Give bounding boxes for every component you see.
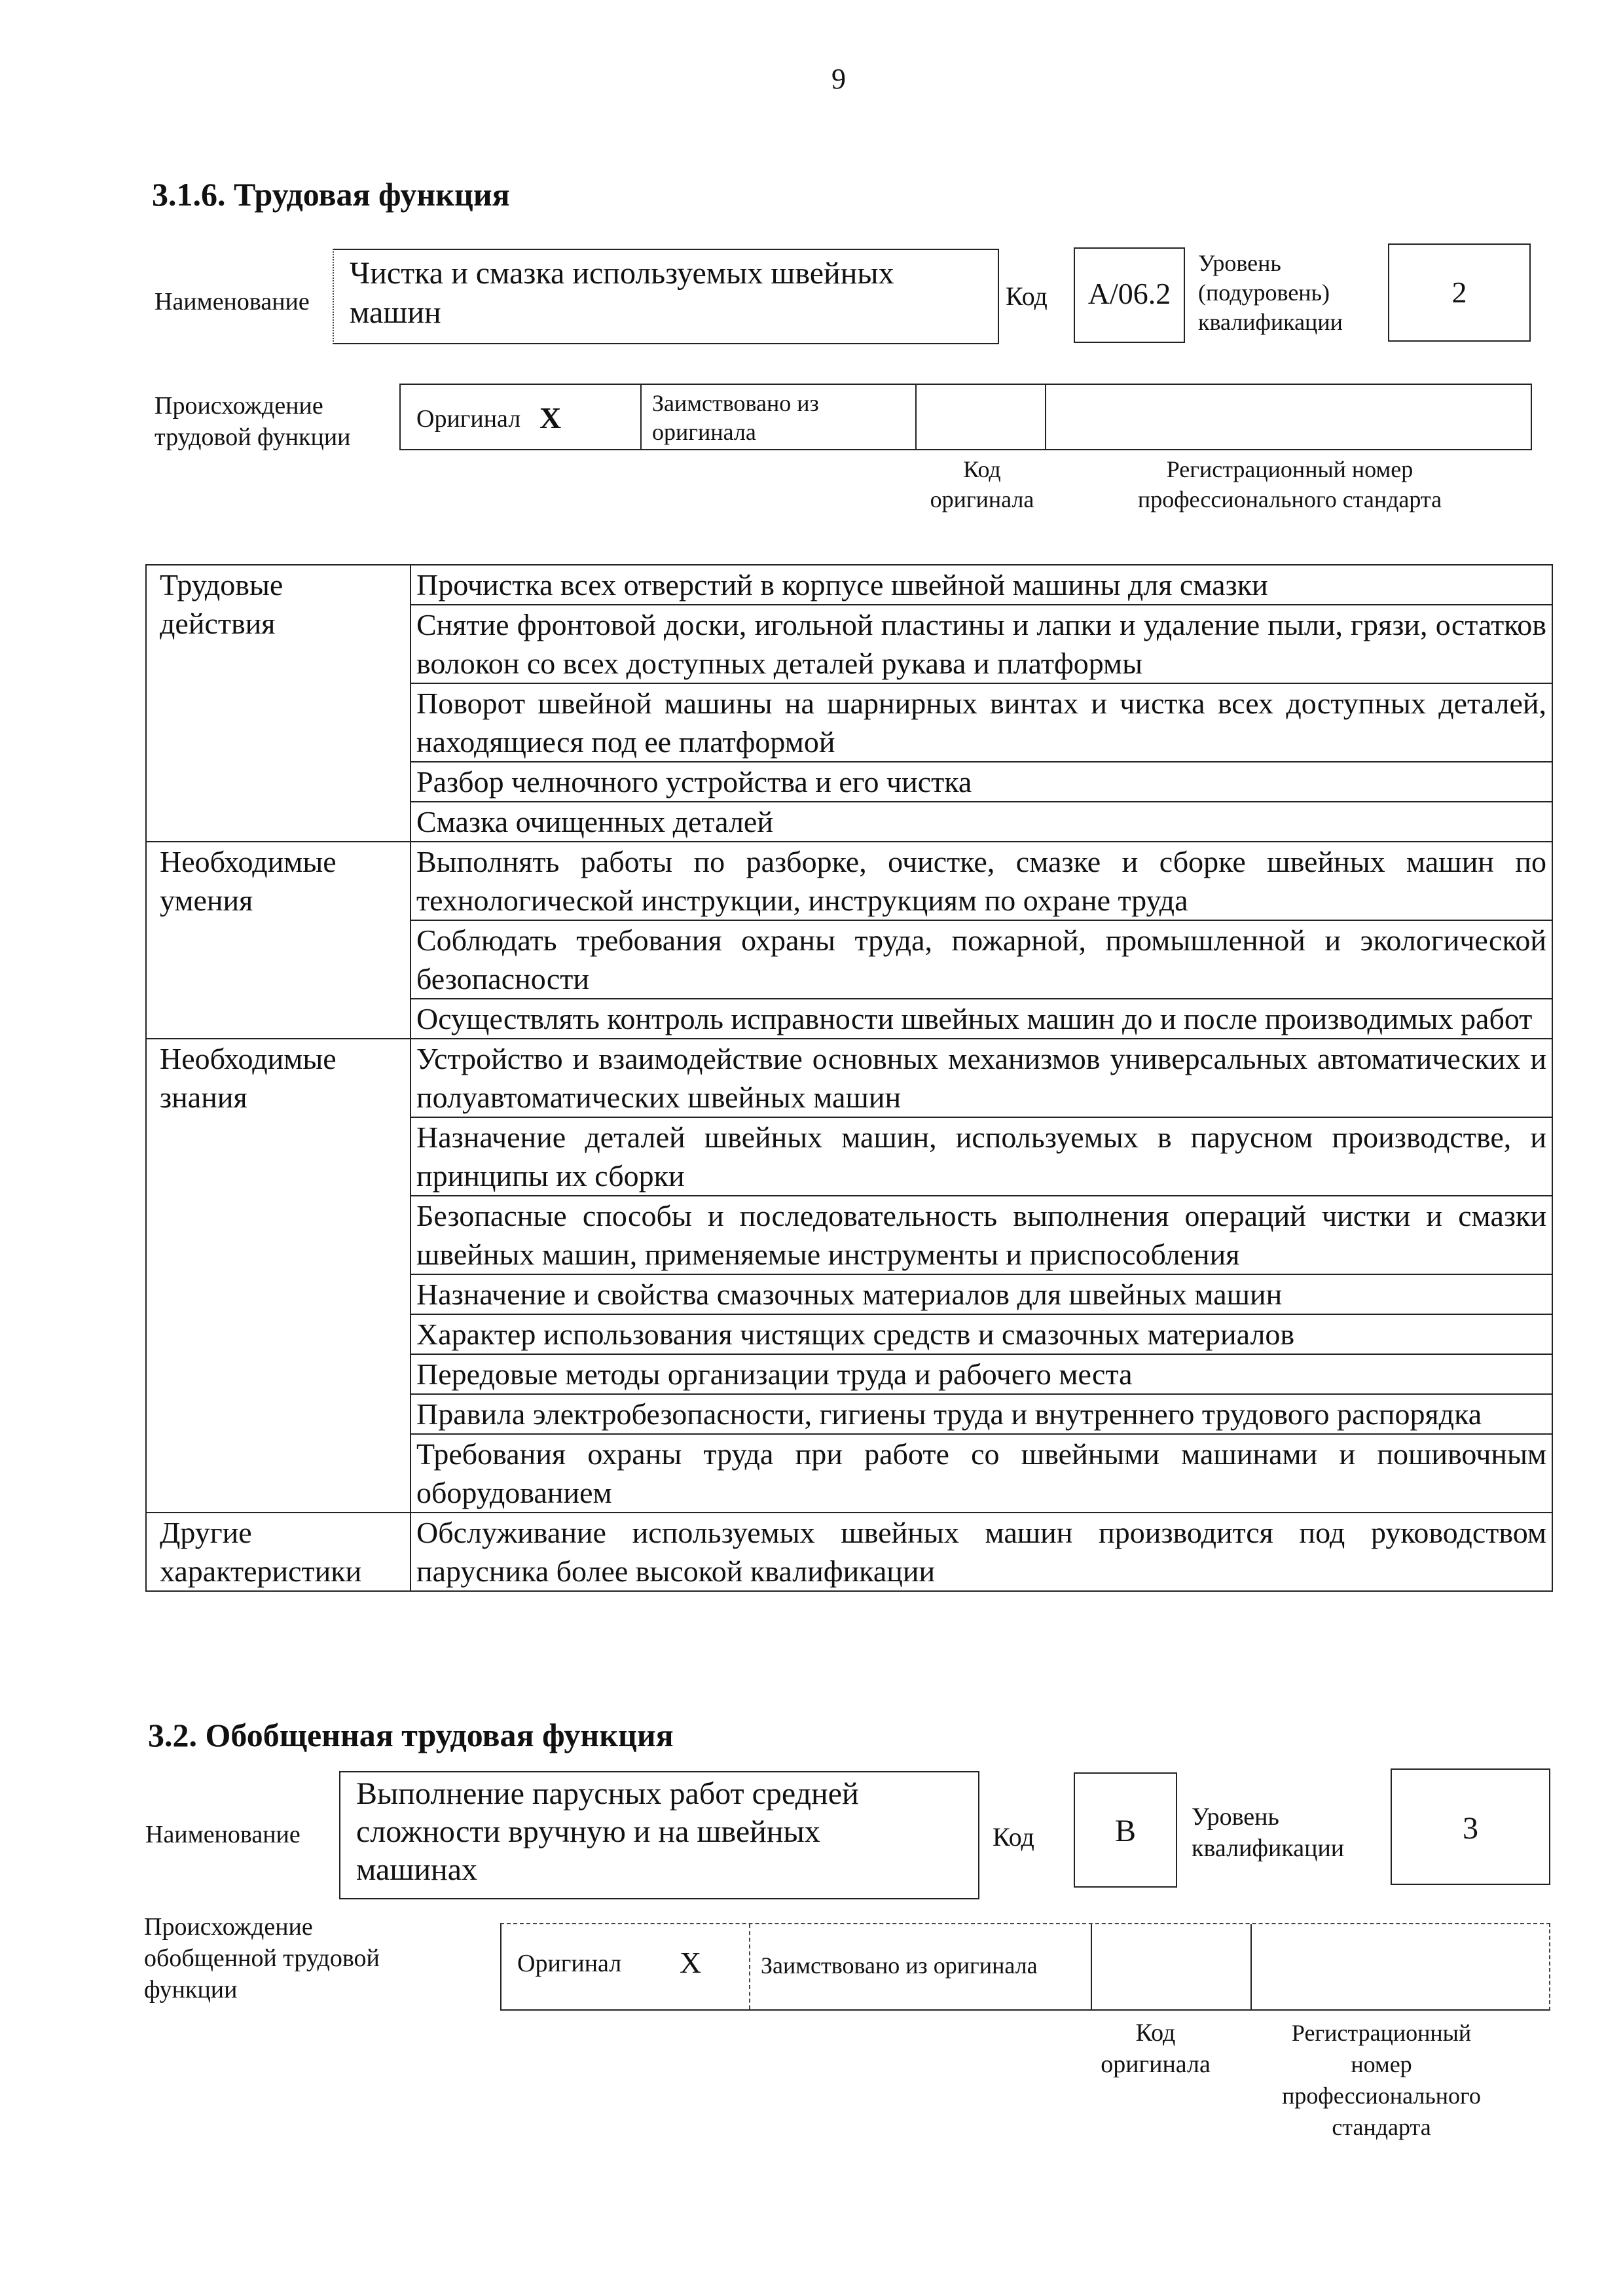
borrowed-label: Заимствовано из оригинала bbox=[761, 1952, 1038, 1979]
item-cell: Назначение и свойства смазочных материалов для швейных машин bbox=[410, 1274, 1552, 1314]
item-cell: Передовые методы организации труда и рабочего места bbox=[410, 1354, 1552, 1394]
caption-line: оригинала bbox=[1101, 2051, 1211, 2078]
reg-number-caption bbox=[1250, 2017, 1512, 2143]
reg-number-caption bbox=[1106, 454, 1473, 514]
origin-label bbox=[155, 390, 351, 453]
category-line: Необходимые bbox=[160, 845, 337, 878]
function-name-line: Выполнение парусных работ средней bbox=[356, 1776, 859, 1811]
item-cell: Соблюдать требования охраны труда, пожарной, промышленной и экологической безопасности bbox=[410, 920, 1552, 999]
origin-label-line: трудовой функции bbox=[155, 423, 351, 451]
caption-line: стандарта bbox=[1332, 2114, 1431, 2140]
code-original-caption bbox=[1080, 2017, 1231, 2080]
caption-line: Код bbox=[963, 456, 1001, 482]
caption-line: профессионального стандарта bbox=[1137, 486, 1442, 512]
level-box bbox=[1391, 1768, 1550, 1885]
item-cell: Поворот швейной машины на шарнирных винтах и чистка всех доступных деталей, находящиеся под ее платформой bbox=[410, 683, 1552, 762]
item-cell: Требования охраны труда при работе со швейными машинами и пошивочным оборудованием bbox=[410, 1434, 1552, 1513]
divider bbox=[749, 1924, 750, 2009]
table-row bbox=[146, 1039, 1552, 1117]
name-label: Наименование bbox=[155, 288, 310, 315]
item-cell: Разбор челночного устройства и его чистка bbox=[410, 762, 1552, 802]
caption-line: Регистрационный bbox=[1291, 2020, 1472, 2046]
item-cell: Прочистка всех отверстий в корпусе швейной машины для смазки bbox=[410, 565, 1552, 605]
category-line: умения bbox=[160, 884, 253, 917]
table-row bbox=[146, 565, 1552, 605]
divider bbox=[1250, 1924, 1252, 2011]
category-line: знания bbox=[160, 1081, 247, 1114]
item-cell: Устройство и взаимодействие основных механизмов универсальных автоматических и полуавтоматических швейных машин bbox=[410, 1039, 1552, 1117]
origin-label-line: Происхождение bbox=[144, 1913, 313, 1941]
function-name-line: Чистка и смазка используемых швейных bbox=[350, 256, 894, 291]
function-name-line: сложности вручную и на швейных bbox=[356, 1814, 820, 1849]
name-label: Наименование bbox=[145, 1821, 301, 1848]
caption-line: Код bbox=[1135, 2019, 1176, 2047]
origin-table bbox=[500, 1923, 1550, 2011]
category-cell bbox=[146, 1513, 410, 1591]
divider bbox=[1091, 1924, 1092, 2011]
divider bbox=[1045, 385, 1046, 450]
level-label bbox=[1192, 1801, 1344, 1864]
origin-label-line: обобщенной трудовой bbox=[144, 1945, 380, 1972]
original-label: Оригинал bbox=[416, 405, 521, 433]
category-cell bbox=[146, 842, 410, 1039]
labor-function-table bbox=[145, 564, 1553, 1592]
caption-line: профессионального bbox=[1282, 2083, 1481, 2109]
function-name-line: машин bbox=[350, 295, 441, 330]
caption-line: номер bbox=[1351, 2051, 1412, 2077]
item-cell: Обслуживание используемых швейных машин производится под руководством парусника более высокой квалификации bbox=[410, 1513, 1552, 1591]
category-line: Другие bbox=[160, 1516, 252, 1549]
borrowed-label-line: оригинала bbox=[652, 419, 756, 445]
item-cell: Снятие фронтовой доски, игольной пластины и лапки и удаление пыли, грязи, остатков волокон со всех доступных деталей рукава и платформы bbox=[410, 605, 1552, 683]
code-box bbox=[1074, 1772, 1177, 1888]
table-row bbox=[146, 842, 1552, 920]
item-cell: Характер использования чистящих средств и смазочных материалов bbox=[410, 1314, 1552, 1354]
function-name-box bbox=[339, 1771, 979, 1899]
code-value: В bbox=[1114, 1814, 1136, 1848]
level-label-line: Уровень bbox=[1198, 250, 1281, 276]
origin-label-line: функции bbox=[144, 1976, 238, 2003]
code-label: Код bbox=[993, 1822, 1034, 1852]
item-cell: Назначение деталей швейных машин, используемых в парусном производстве, и принципы их сборки bbox=[410, 1117, 1552, 1196]
borrowed-label-line: Заимствовано из bbox=[652, 390, 819, 416]
section-title: 3.2. Обобщенная трудовая функция bbox=[148, 1717, 674, 1753]
original-label: Оригинал bbox=[517, 1950, 622, 1977]
level-box bbox=[1388, 243, 1531, 342]
category-line: Необходимые bbox=[160, 1042, 337, 1075]
level-value: 2 bbox=[1451, 276, 1467, 309]
original-mark: X bbox=[680, 1946, 702, 1979]
item-cell: Смазка очищенных деталей bbox=[410, 802, 1552, 842]
code-box bbox=[1074, 247, 1185, 343]
level-label-line: квалификации bbox=[1192, 1835, 1345, 1862]
level-label-line: квалификации bbox=[1198, 309, 1343, 335]
divider bbox=[915, 385, 917, 450]
level-label-line: (подуровень) bbox=[1198, 279, 1330, 306]
original-mark: X bbox=[539, 401, 562, 435]
item-cell: Безопасные способы и последовательность выполнения операций чистки и смазки швейных машин, применяемые инструменты и приспособления bbox=[410, 1196, 1552, 1274]
code-label: Код bbox=[1006, 281, 1048, 311]
item-cell: Выполнять работы по разборке, очистке, смазке и сборке швейных машин по технологической инструкции, инструкциям по охране труда bbox=[410, 842, 1552, 920]
code-original-caption bbox=[910, 454, 1054, 514]
item-cell: Осуществлять контроль исправности швейных машин до и после производимых работ bbox=[410, 999, 1552, 1039]
origin-label bbox=[144, 1911, 380, 2005]
borrowed-label bbox=[652, 389, 819, 446]
category-line: характеристики bbox=[160, 1554, 362, 1588]
category-cell bbox=[146, 1039, 410, 1513]
function-name-line: машинах bbox=[356, 1852, 477, 1887]
category-line: действия bbox=[160, 607, 276, 640]
caption-line: Регистрационный номер bbox=[1166, 456, 1413, 482]
category-line: Трудовые bbox=[160, 568, 283, 601]
level-label-line: Уровень bbox=[1192, 1803, 1279, 1831]
divider bbox=[640, 385, 642, 450]
caption-line: оригинала bbox=[930, 486, 1034, 512]
category-cell bbox=[146, 565, 410, 842]
level-value: 3 bbox=[1463, 1811, 1478, 1846]
function-name-box bbox=[333, 249, 999, 344]
level-label bbox=[1198, 249, 1343, 337]
table-row bbox=[146, 1513, 1552, 1591]
origin-label-line: Происхождение bbox=[155, 392, 323, 420]
item-cell: Правила электробезопасности, гигиены труда и внутреннего трудового распорядка bbox=[410, 1394, 1552, 1434]
code-value: А/06.2 bbox=[1087, 277, 1171, 310]
page-number: 9 bbox=[831, 63, 846, 95]
section-title: 3.1.6. Трудовая функция bbox=[152, 176, 510, 213]
origin-table bbox=[399, 384, 1532, 450]
